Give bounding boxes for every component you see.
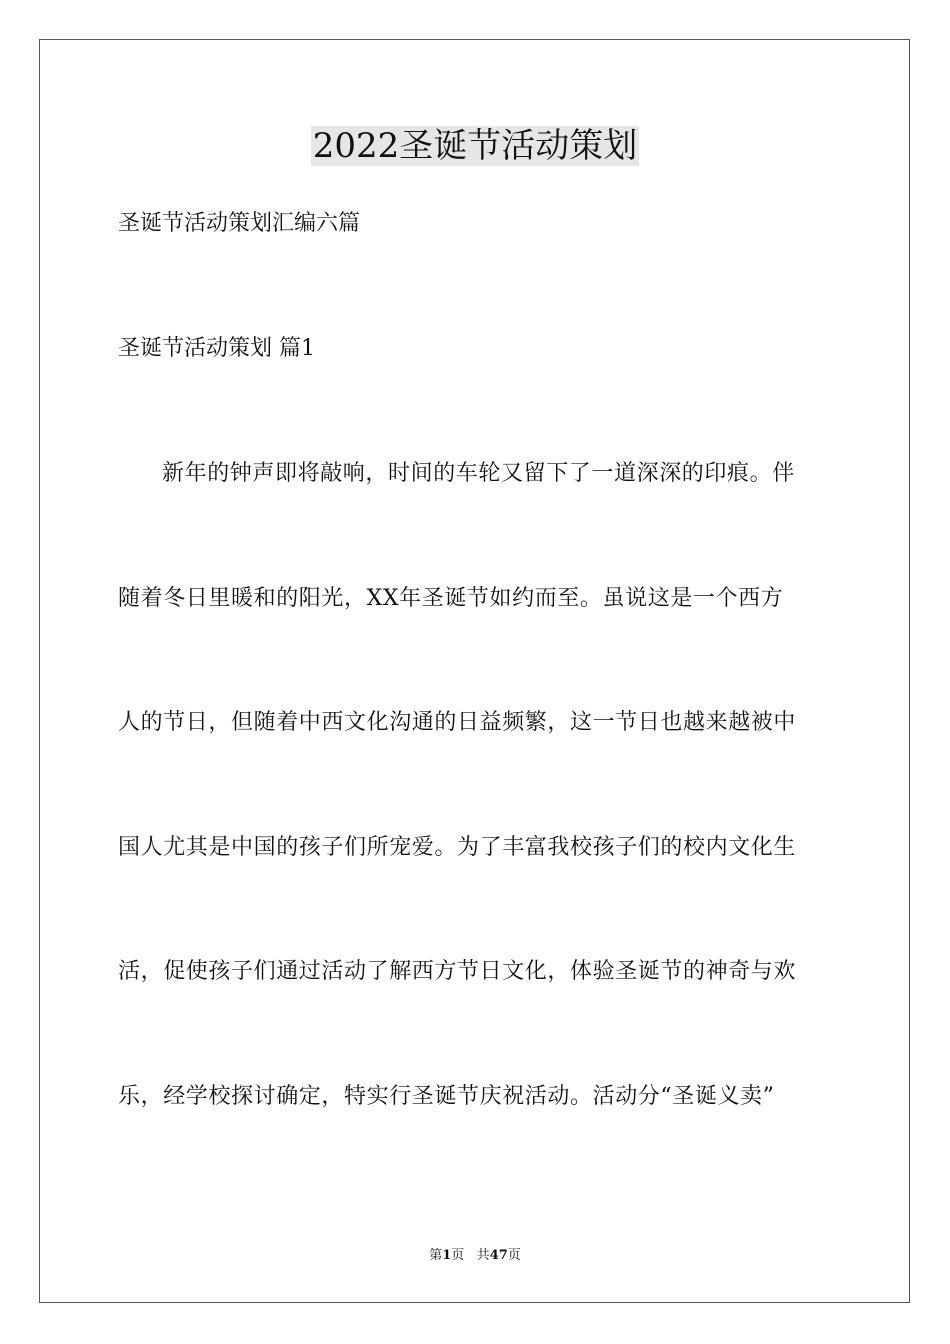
body-line-1: 新年的钟声即将敲响，时间的车轮又留下了一道深深的印痕。伴 [162, 461, 795, 486]
document-title-text: 2022圣诞节活动策划 [312, 126, 638, 166]
page-prefix: 第 [429, 1248, 443, 1263]
page-number: 1 [442, 1248, 452, 1263]
page-suffix: 页 [451, 1248, 465, 1263]
body-line-3: 人的节日，但随着中西文化沟通的日益频繁，这一节日也越来越被中 [118, 710, 797, 735]
document-title [0, 124, 950, 168]
total-prefix: 共 [476, 1248, 490, 1263]
page-footer [0, 1246, 950, 1266]
total-pages: 47 [489, 1248, 508, 1263]
body-line-5: 活，促使孩子们通过活动了解西方节日文化，体验圣诞节的神奇与欢 [118, 959, 797, 984]
body-line-6: 乐，经学校探讨确定，特实行圣诞节庆祝活动。活动分“圣诞义卖” [118, 1084, 775, 1109]
body-line-4: 国人尤其是中国的孩子们所宠爱。为了丰富我校孩子们的校内文化生 [118, 835, 797, 860]
total-suffix: 页 [507, 1248, 521, 1263]
body-line-2: 随着冬日里暖和的阳光，XX年圣诞节如约而至。虽说这是一个西方 [118, 586, 784, 611]
section-heading: 圣诞节活动策划 篇1 [118, 336, 315, 361]
document-subtitle: 圣诞节活动策划汇编六篇 [118, 211, 361, 236]
